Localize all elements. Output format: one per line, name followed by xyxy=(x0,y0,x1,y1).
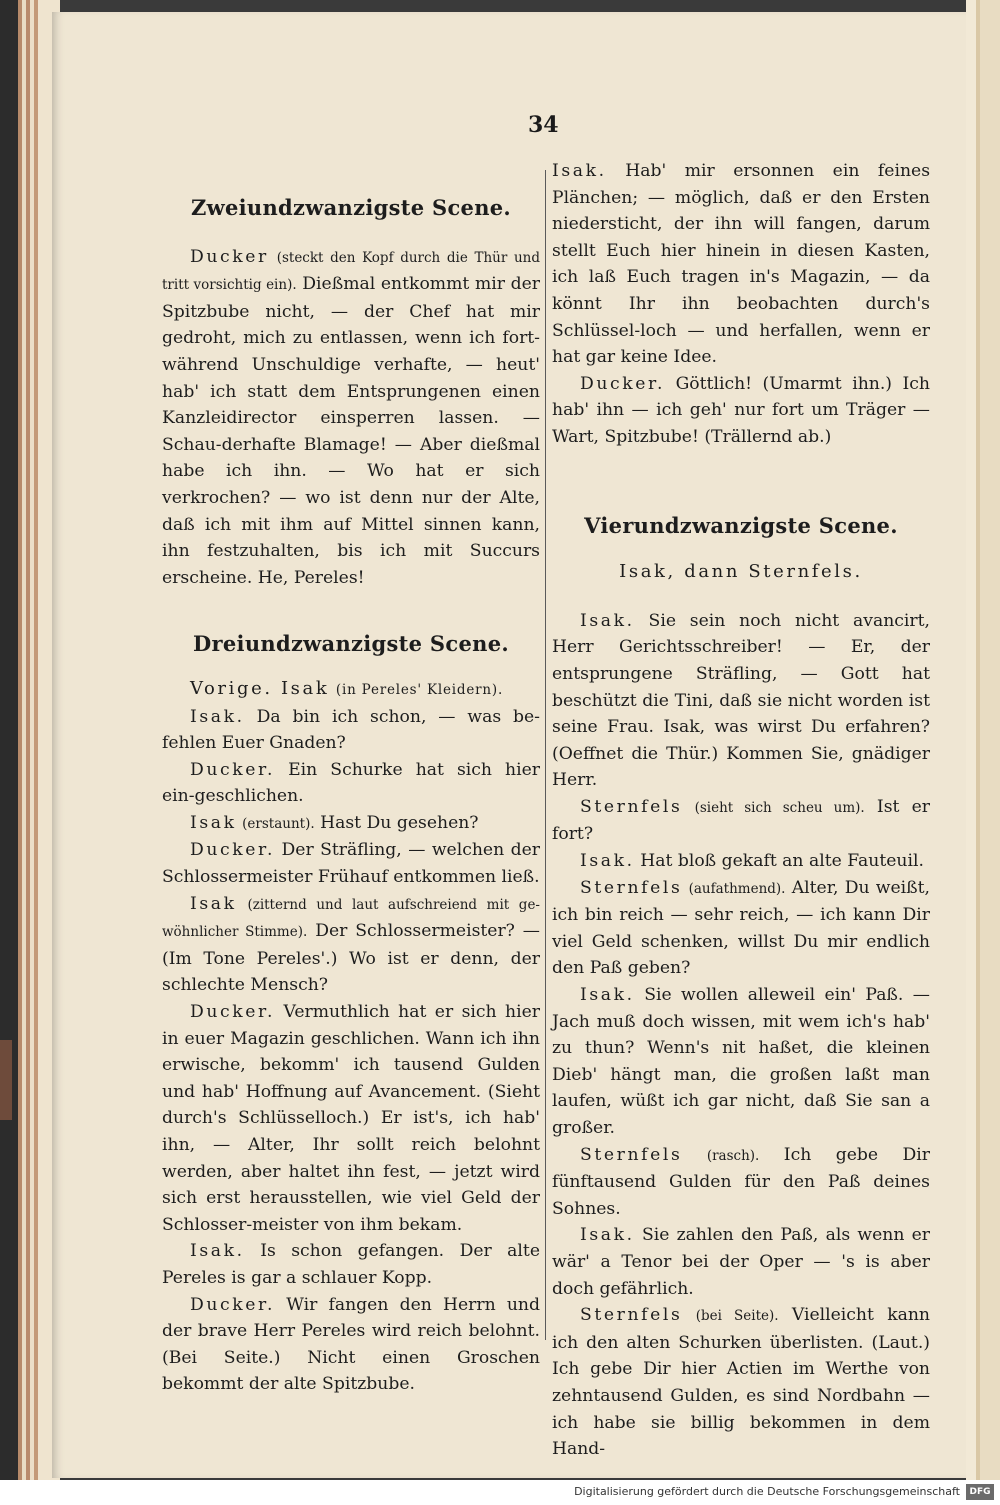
speech-text: Göttlich! (Umarmt ihn.) Ich hab' ihn — ich geh' nur fort um Träger — Wart, Spitzbube! (Trällernd ab.) xyxy=(552,373,930,447)
speech-text: Ein Schurke hat sich hier ein-geschlichen. xyxy=(162,759,540,807)
speaker-name: Ducker. xyxy=(190,1294,276,1315)
book-edge-right xyxy=(966,0,1000,1480)
stage-direction: (rasch). xyxy=(706,1147,760,1164)
speaker-name: Sternfels xyxy=(580,877,683,898)
column-divider xyxy=(545,170,546,1340)
speech-text: Hast Du gesehen? xyxy=(320,812,479,833)
right-dialogue-a xyxy=(552,158,930,451)
scene-title-22: Zweiundzwanzigste Scene. xyxy=(190,195,512,220)
dialogue-line xyxy=(552,1302,930,1463)
scene23-persons xyxy=(162,676,540,704)
dialogue-line xyxy=(552,608,930,794)
speaker-name: Sternfels xyxy=(580,796,683,817)
speaker-name: Ducker xyxy=(190,246,269,267)
speech-text: Da bin ich schon, — was be-fehlen Euer Gnaden? xyxy=(162,706,540,754)
speaker-name: Isak. xyxy=(580,610,635,631)
dialogue-line xyxy=(162,810,540,838)
dialogue-line xyxy=(552,982,930,1142)
dialogue-line xyxy=(162,757,540,810)
speech-text: Hat bloß gekaft an alte Fauteuil. xyxy=(640,851,924,872)
stage-direction: (erstaunt). xyxy=(242,815,315,832)
speech-text: Wir fangen den Herrn und der brave Herr Pereles wird reich belohnt. (Bei Seite.) Nicht einen Groschen bekommt der alte Spitzbube. xyxy=(162,1294,540,1395)
speaker-name: Sternfels xyxy=(580,1305,683,1326)
scene22-speech xyxy=(162,244,540,592)
dfg-logo: DFG xyxy=(966,1484,994,1500)
speech-text: Sie wollen alleweil ein' Paß. — Jach muß doch wissen, mit wem ich's hab' zu thun? Wenn's nit haßet, die kleinen Dieb' hängt man, die großen laßt man laufen, wüßt ich gar nicht, daß Sie san a großer. xyxy=(552,985,930,1138)
speaker-name: Ducker. xyxy=(190,759,276,780)
speaker-name: Isak. xyxy=(190,706,245,727)
page-edge-mark xyxy=(0,1040,12,1120)
right-column xyxy=(552,158,930,1463)
left-column xyxy=(162,165,540,1398)
speaker-name: Isak. xyxy=(580,985,635,1006)
speaker-name: Isak xyxy=(190,812,237,833)
speaker-name: Isak. xyxy=(580,851,635,872)
scene-title-24: Vierundzwanzigste Scene. xyxy=(584,512,898,538)
left-dialogue xyxy=(162,704,540,1398)
speaker-name: Isak xyxy=(190,893,237,914)
speech-text: Hab' mir ersonnen ein feines Plänchen; — möglich, daß er den Ersten niedersticht, der ihn will fangen, darum stellt Euch hier hinein in diesen Kasten, ich laß Euch tragen in's Magazin, — da könnt Ihr ihn beobachten durch's Schlüssel-loch — und herfallen, wenn er hat gar keine Idee. xyxy=(552,161,931,368)
book-edge-left xyxy=(0,0,60,1480)
dialogue-line xyxy=(162,1238,540,1291)
dialogue-line xyxy=(162,1292,540,1398)
speaker-name: Isak. xyxy=(190,1241,245,1262)
speaker-name: Sternfels xyxy=(580,1144,683,1165)
right-dialogue-b xyxy=(552,608,930,1463)
dialogue-line xyxy=(552,1222,930,1302)
footer-credit: Digitalisierung gefördert durch die Deutsche Forschungsgemeinschaft xyxy=(574,1485,960,1498)
dialogue-line xyxy=(162,891,540,999)
dialogue-line xyxy=(552,794,930,848)
speech-text: Sie zahlen den Paß, als wenn er wär' a Tenor bei der Oper — 's is aber doch gefährlich. xyxy=(552,1225,930,1299)
stage-direction: (sieht sich scheu um). xyxy=(694,799,865,816)
speech-text: Ich gebe Dir fünftausend Gulden für den Paß deines Sohnes. xyxy=(552,1144,930,1219)
stage-direction: (aufathmend). xyxy=(688,880,786,897)
speaker-name: Ducker. xyxy=(580,373,666,394)
dialogue-line xyxy=(552,875,930,982)
scene-title-23: Dreiundzwanzigste Scene. xyxy=(193,631,509,657)
page-number: 34 xyxy=(528,112,559,138)
stage-direction: (bei Seite). xyxy=(695,1308,779,1325)
speech-text: Der Sträfling, — welchen der Schlossermeister Frühauf entkommen ließ. xyxy=(162,840,540,888)
speech-text: Ist er fort? xyxy=(552,796,931,845)
dialogue-line xyxy=(552,158,930,371)
dialogue-line xyxy=(552,371,930,451)
speech-text: Dießmal entkommt mir der Spitzbube nicht, — der Chef hat mir gedroht, mich zu entlassen, wenn ich fort-während Unschuldige verhafte, — heut' hab' ich statt dem Entsprungenen einen Kanzleidirector einsperren lassen. — Schau-derhafte Blamage! — Aber dießmal habe ich ihn. — Wo hat er sich verkrochen? — wo ist denn nur der Alte, daß ich mit ihm auf Mittel sinnen kann, ihn festzuhalten, bis ich mit Succurs erscheine. He, Pereles! xyxy=(162,274,540,588)
speech-text: Vielleicht kann ich den alten Schurken überlisten. (Laut.) Ich gebe Dir hier Actien im Werthe von zehntausend Gulden, es sind Nordbahn — ich habe sie billig bekommen in dem Hand- xyxy=(552,1305,930,1460)
dialogue-line xyxy=(552,1142,930,1223)
speech-text: Vermuthlich hat er sich hier in euer Magazin geschlichen. Wann ich ihn erwische, bekomm' ich tausend Gulden und hab' Hoffnung auf Avancement. (Sieht durch's Schlüsselloch.) Er ist's, ich hab' ihn, — Alter, Ihr sollt reich belohnt werden, aber haltet ihn fest, — jetzt wird sich erst herausstellen, wie viel Geld der Schlosser-meister von ihm bekam. xyxy=(162,1002,540,1235)
speech-text: Der Schlossermeister? — (Im Tone Pereles'.) Wo ist er denn, der schlechte Mensch? xyxy=(162,921,540,996)
stage-direction: (zitternd und laut aufschreiend mit ge-wöhnlicher Stimme). xyxy=(162,896,540,941)
speech-text: Is schon gefangen. Der alte Pereles is gar a schlauer Kopp. xyxy=(162,1241,540,1288)
dialogue-line xyxy=(552,848,930,875)
speech-text: Alter, Du weißt, ich bin reich — sehr reich, — ich kann Dir viel Geld schenken, willst Du mir endlich den Paß geben? xyxy=(552,877,930,979)
speaker-name: Isak. xyxy=(580,1225,635,1246)
dialogue-line xyxy=(162,999,540,1238)
dialogue-line xyxy=(162,837,540,890)
speaker-name: Ducker. xyxy=(190,1002,276,1023)
speech-text: Sie sein noch nicht avancirt, Herr Gerichtsschreiber! — Er, der entsprungene Sträfling, — Gott hat beschützt die Tini, daß sie nicht worden ist seine Frau. Isak, was wirst Du erfahren? (Oeffnet die Thür.) Kommen Sie, gnädiger Herr. xyxy=(552,610,930,791)
speaker-name: Ducker. xyxy=(190,840,276,861)
stage-direction: (in Pereles' Kleidern). xyxy=(335,681,504,698)
dialogue-line xyxy=(162,704,540,757)
persons-names: Vorige. Isak xyxy=(190,677,330,699)
stage-direction: (steckt den Kopf durch die Thür und tritt vorsichtig ein). xyxy=(162,249,540,294)
scene24-persons: Isak, dann Sternfels. xyxy=(619,561,863,583)
speaker-name: Isak. xyxy=(552,161,607,181)
